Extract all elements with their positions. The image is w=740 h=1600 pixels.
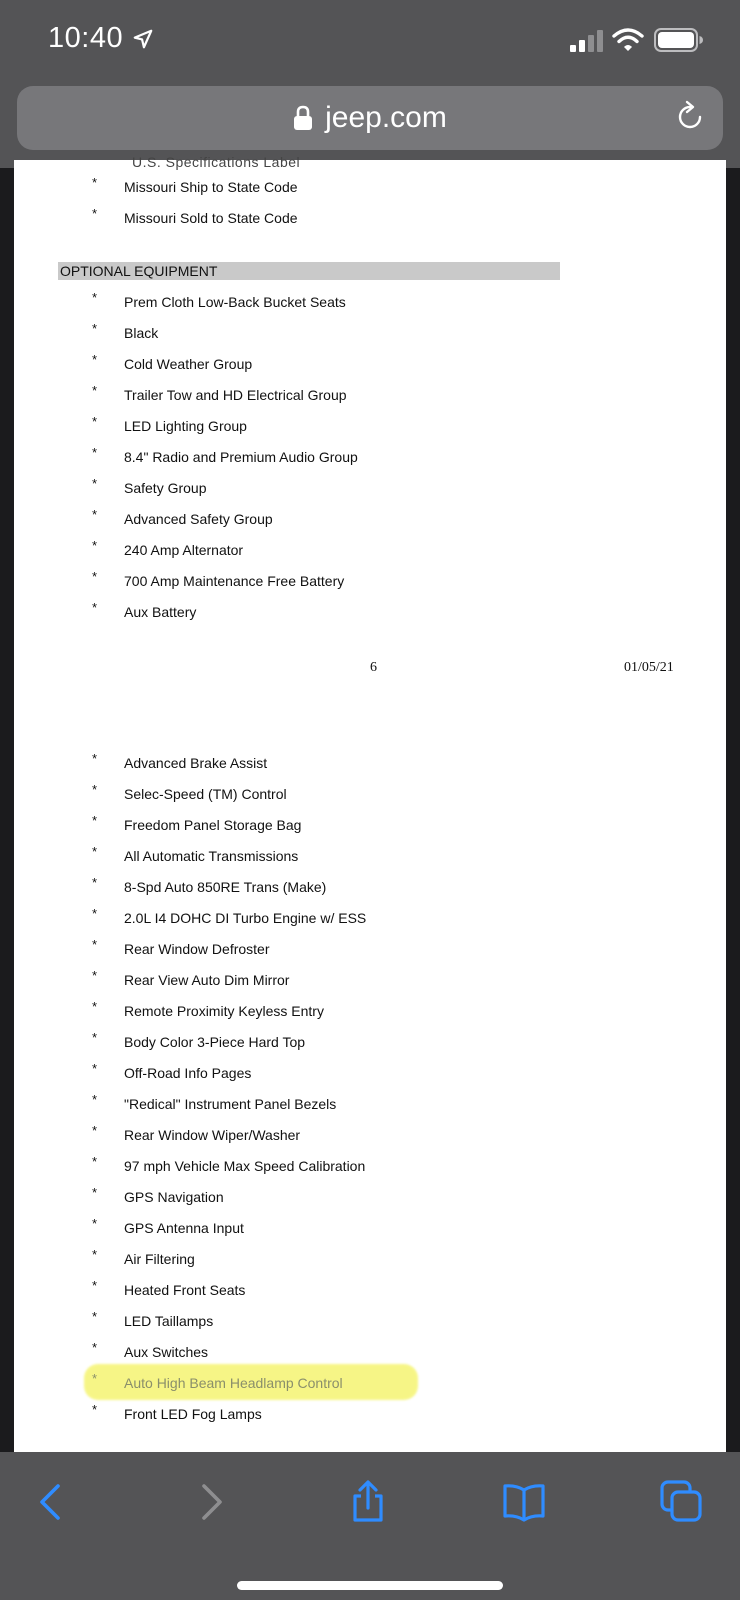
bullet: *	[92, 321, 98, 336]
status-time: 10:40	[48, 22, 124, 54]
item-label: Aux Switches	[124, 1344, 209, 1360]
list-item	[14, 1215, 726, 1241]
bullet: *	[92, 1061, 98, 1076]
list-item	[14, 351, 726, 377]
bullet: *	[92, 1247, 98, 1262]
bullet: *	[92, 782, 98, 797]
item-label: Prem Cloth Low-Back Bucket Seats	[124, 294, 346, 310]
list-item	[14, 1060, 726, 1086]
back-icon[interactable]	[30, 1480, 74, 1524]
item-label: 8.4" Radio and Premium Audio Group	[124, 449, 358, 465]
bullet: *	[92, 1216, 98, 1231]
bullet: *	[92, 290, 98, 305]
bullet: *	[92, 445, 98, 460]
item-label: Off-Road Info Pages	[124, 1065, 252, 1081]
item-label: Air Filtering	[124, 1251, 195, 1267]
list-item	[14, 1153, 726, 1179]
list-item	[14, 599, 726, 625]
list-item	[14, 967, 726, 993]
bullet: *	[92, 1030, 98, 1045]
list-item	[14, 750, 726, 776]
list-item	[14, 174, 726, 200]
bullet: *	[92, 1402, 98, 1417]
browser-toolbar	[0, 1452, 740, 1600]
bullet: *	[92, 507, 98, 522]
address-bar[interactable]	[17, 86, 723, 150]
bullet: *	[92, 875, 98, 890]
bullet: *	[92, 476, 98, 491]
item-label: Freedom Panel Storage Bag	[124, 817, 302, 833]
pdf-page-7	[14, 724, 726, 1464]
item-label: Trailer Tow and HD Electrical Group	[124, 387, 347, 403]
section-heading-optional-equipment: OPTIONAL EQUIPMENT	[58, 262, 560, 280]
list-item	[14, 506, 726, 532]
item-label: LED Taillamps	[124, 1313, 214, 1329]
item-label: All Automatic Transmissions	[124, 848, 299, 864]
cellular-signal-icon	[570, 30, 604, 52]
item-label: Cold Weather Group	[124, 356, 253, 372]
url-text: jeep.com	[325, 101, 447, 134]
bullet: *	[92, 813, 98, 828]
home-indicator[interactable]	[237, 1581, 503, 1590]
item-label: Heated Front Seats	[124, 1282, 246, 1298]
item-label: GPS Navigation	[124, 1189, 224, 1205]
bullet: *	[92, 206, 98, 221]
list-item	[14, 1184, 726, 1210]
forward-icon[interactable]	[188, 1480, 232, 1524]
list-item	[14, 781, 726, 807]
item-label: Remote Proximity Keyless Entry	[124, 1003, 324, 1019]
bullet: *	[92, 844, 98, 859]
item-label: Rear View Auto Dim Mirror	[124, 972, 290, 988]
list-item	[14, 1339, 726, 1365]
page-number: 6	[370, 660, 377, 675]
bullet: *	[92, 937, 98, 952]
bullet: *	[92, 1154, 98, 1169]
item-label: Front LED Fog Lamps	[124, 1406, 262, 1422]
list-item	[14, 1401, 726, 1427]
item-label: Missouri Ship to State Code	[124, 179, 298, 195]
bullet: *	[92, 175, 98, 190]
item-label: 8-Spd Auto 850RE Trans (Make)	[124, 879, 327, 895]
list-item	[14, 936, 726, 962]
list-item	[14, 205, 726, 231]
item-label: Rear Window Wiper/Washer	[124, 1127, 301, 1143]
browser-address-area	[0, 82, 740, 168]
bullet: *	[92, 538, 98, 553]
bullet: *	[92, 414, 98, 429]
wifi-icon	[612, 27, 644, 53]
list-item	[14, 320, 726, 346]
item-label: LED Lighting Group	[124, 418, 247, 434]
bullet: *	[92, 1092, 98, 1107]
list-item	[14, 289, 726, 315]
item-label: 97 mph Vehicle Max Speed Calibration	[124, 1158, 366, 1174]
list-item	[14, 1246, 726, 1272]
bullet: *	[92, 1123, 98, 1138]
item-label: Body Color 3-Piece Hard Top	[124, 1034, 306, 1050]
list-item	[14, 475, 726, 501]
bullet: *	[92, 383, 98, 398]
list-item	[14, 905, 726, 931]
bullet: *	[92, 569, 98, 584]
item-label: 2.0L I4 DOHC DI Turbo Engine w/ ESS	[124, 910, 367, 926]
list-item	[14, 568, 726, 594]
list-item	[14, 413, 726, 439]
bookmarks-icon[interactable]	[502, 1480, 546, 1524]
list-item	[14, 1091, 726, 1117]
list-item	[14, 382, 726, 408]
share-icon[interactable]	[346, 1480, 390, 1524]
bullet: *	[92, 1371, 98, 1386]
list-item-highlighted	[14, 1370, 726, 1396]
lock-icon	[293, 105, 313, 131]
bullet: *	[92, 600, 98, 615]
reload-icon[interactable]	[673, 100, 707, 134]
item-label: Safety Group	[124, 480, 207, 496]
list-item	[14, 843, 726, 869]
item-label: Aux Battery	[124, 604, 197, 620]
list-item	[14, 444, 726, 470]
bullet: *	[92, 906, 98, 921]
bullet: *	[92, 999, 98, 1014]
item-label: Rear Window Defroster	[124, 941, 270, 957]
clipped-text-line: U.S. Specifications Label	[132, 154, 301, 170]
location-arrow-icon	[132, 28, 154, 50]
bullet: *	[92, 1309, 98, 1324]
bullet: *	[92, 1340, 98, 1355]
item-label: "Redical" Instrument Panel Bezels	[124, 1096, 337, 1112]
item-label: Advanced Brake Assist	[124, 755, 268, 771]
list-item	[14, 537, 726, 563]
item-label: 700 Amp Maintenance Free Battery	[124, 573, 345, 589]
list-item	[14, 1308, 726, 1334]
status-bar	[0, 0, 740, 82]
list-item	[14, 1277, 726, 1303]
list-item	[14, 874, 726, 900]
list-item	[14, 812, 726, 838]
tabs-icon[interactable]	[660, 1480, 704, 1524]
list-item	[14, 1029, 726, 1055]
pdf-viewer[interactable]	[0, 154, 740, 1452]
list-item	[14, 998, 726, 1024]
battery-icon	[654, 28, 704, 52]
item-label: Auto High Beam Headlamp Control	[124, 1375, 343, 1391]
item-label: Black	[124, 325, 159, 341]
address-bar-content	[17, 86, 723, 150]
bullet: *	[92, 751, 98, 766]
bullet: *	[92, 1278, 98, 1293]
bullet: *	[92, 968, 98, 983]
page-date: 01/05/21	[624, 660, 674, 675]
item-label: 240 Amp Alternator	[124, 542, 244, 558]
list-item	[14, 1122, 726, 1148]
item-label: Advanced Safety Group	[124, 511, 273, 527]
item-label: Missouri Sold to State Code	[124, 210, 298, 226]
bullet: *	[92, 1185, 98, 1200]
bullet: *	[92, 352, 98, 367]
item-label: Selec-Speed (TM) Control	[124, 786, 287, 802]
item-label: GPS Antenna Input	[124, 1220, 244, 1236]
